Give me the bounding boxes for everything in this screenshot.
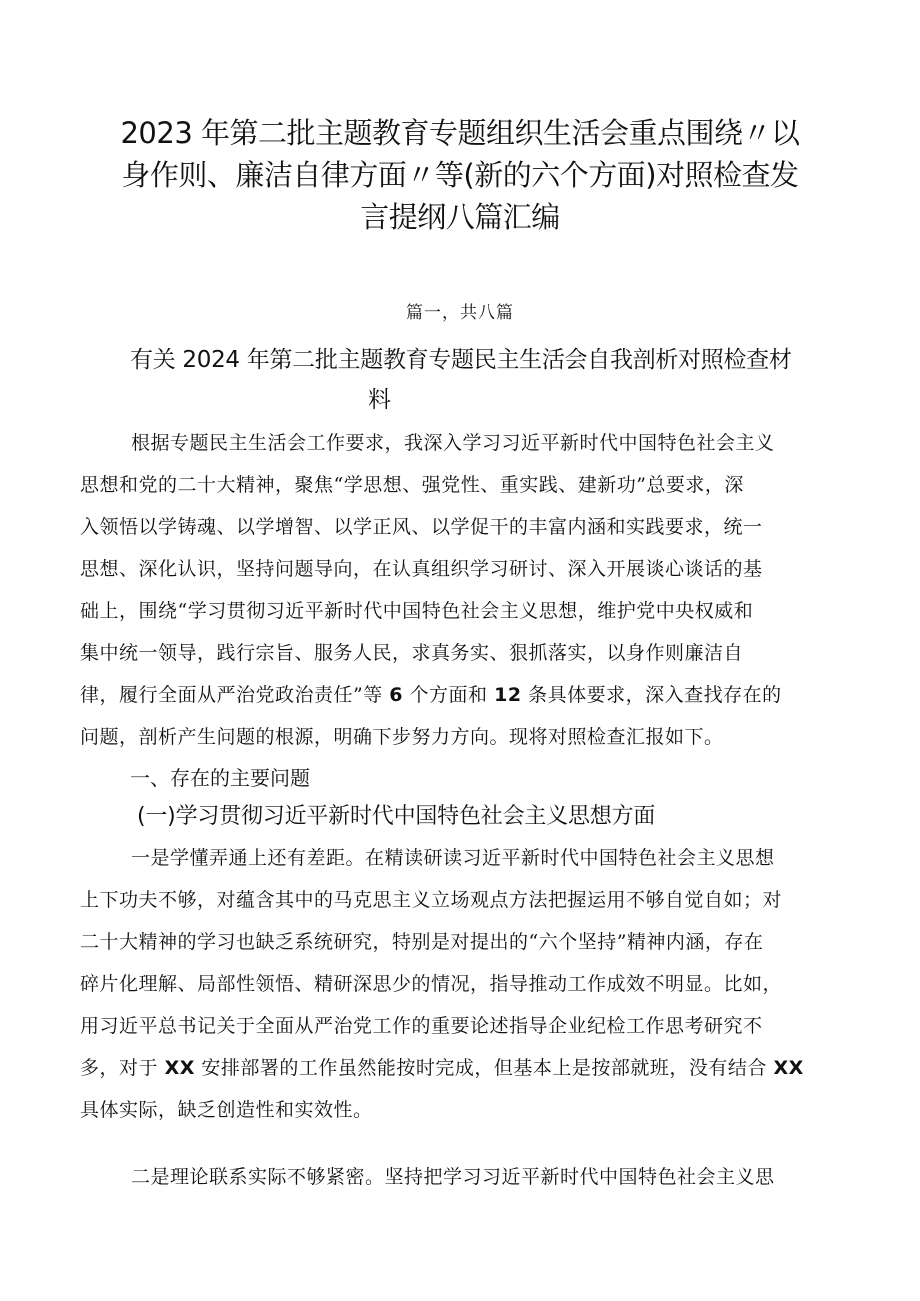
title-line: 言提纲八篇汇编	[360, 200, 560, 234]
placeholder-xx: XX	[164, 1057, 195, 1079]
intro-line	[80, 680, 782, 707]
heading-line: 有关 2024 年第二批主题教育专题民主生活会自我剖析对照检查材	[130, 347, 792, 373]
part-label: 篇一，共八篇	[406, 303, 514, 323]
intro-text: 个方面和	[409, 684, 488, 706]
placeholder-xx: XX	[773, 1057, 804, 1079]
paragraph-line: 具体实际，缺乏创造性和实效性。	[80, 1099, 373, 1121]
article-heading	[130, 340, 870, 420]
intro-line: 问题，剖析产生问题的根源，明确下步努力方向。现将对照检查汇报如下。	[80, 726, 724, 748]
paragraph-line: 用习近平总书记关于全面从严治党工作的重要论述指导企业纪检工作思考研究不	[80, 1015, 763, 1037]
subsection-heading: (一)学习贯彻习近平新时代中国特色社会主义思想方面	[137, 804, 656, 829]
intro-line: 集中统一领导，践行宗旨、服务人民，求真务实、狠抓落实，以身作则廉洁自	[80, 642, 744, 664]
paragraph-line: 一是学懂弄通上还有差距。在精读研读习近平新时代中国特色社会主义思想	[131, 847, 775, 869]
intro-text: 条具体要求，深入查找存在的	[528, 684, 782, 706]
intro-number: 6	[389, 684, 403, 706]
intro-line: 础上，围绕“学习贯彻习近平新时代中国特色社会主义思想，维护党中央权威和	[80, 600, 754, 622]
paragraph-text: 多，对于	[80, 1057, 159, 1079]
paragraph-line: 二是理论联系实际不够紧密。坚持把学习习近平新时代中国特色社会主义思	[131, 1166, 775, 1188]
intro-text: 律，履行全面从严治党政治责任”等	[80, 684, 383, 706]
intro-line: 入领悟以学铸魂、以学增智、以学正风、以学促干的丰富内涵和实践要求，统一	[80, 516, 763, 538]
intro-line: 根据专题民主生活会工作要求，我深入学习习近平新时代中国特色社会主义	[131, 432, 775, 454]
paragraph-line: 上下功夫不够，对蕴含其中的马克思主义立场观点方法把握运用不够自觉自如；对	[80, 889, 783, 911]
title-line: 身作则、廉洁自律方面〃等(新的六个方面)对照检查发	[121, 158, 799, 192]
intro-line: 思想、深化认识，坚持问题导向，在认真组织学习研讨、深入开展谈心谈话的基	[80, 558, 763, 580]
title-line: 2023 年第二批主题教育专题组织生活会重点围绕〃以	[120, 116, 800, 150]
paragraph-line: 二十大精神的学习也缺乏系统研究，特别是对提出的“六个坚持”精神内涵，存在	[80, 931, 764, 953]
paragraph-text: 安排部署的工作虽然能按时完成，但基本上是按部就班，没有结合	[201, 1057, 767, 1079]
paragraph-line: 碎片化理解、局部性领悟、精研深思少的情况，指导推动工作成效不明显。比如，	[80, 973, 783, 995]
section-heading: 一、存在的主要问题	[130, 766, 310, 790]
paragraph-line	[80, 1053, 804, 1080]
intro-line: 思想和党的二十大精神，聚焦“学思想、强党性、重实践、建新功”总要求，深	[80, 474, 744, 496]
heading-line: 料	[368, 387, 391, 413]
intro-number: 12	[494, 684, 522, 706]
document-title	[60, 112, 860, 238]
